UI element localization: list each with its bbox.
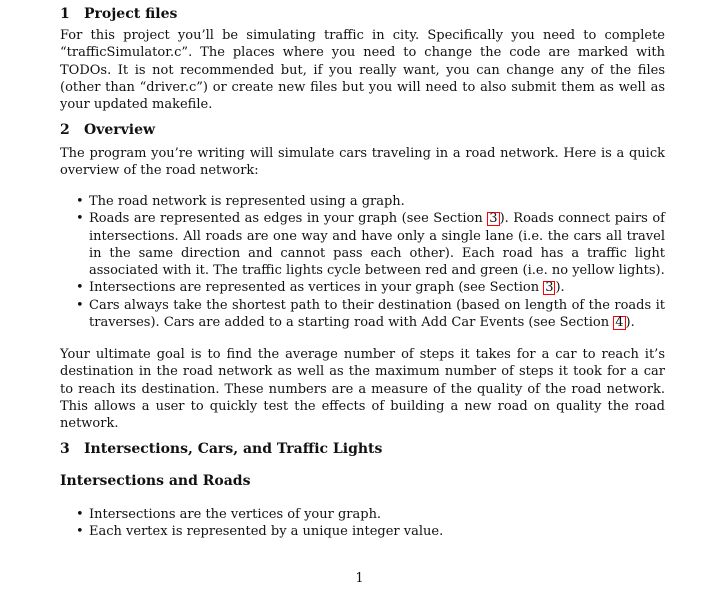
bullet-text: Intersections are the vertices of your graph. [89, 507, 382, 522]
list-item [89, 297, 665, 332]
section-reference-link[interactable]: 4 [615, 315, 624, 331]
bullet-text-before: Roads are represented as edges in your graph (see Section [89, 211, 488, 227]
list-item [89, 523, 665, 540]
bullet-text-after: ). [555, 280, 565, 296]
overview-bullet-list [60, 193, 665, 331]
section-2-closing: Your ultimate goal is to find the average number of steps it takes for a car to reach it’s destination in the road network as well as the maximum number of steps it took for a car to reach its destination. These numbers are a measure of the quality of the road network. This allows a user to quickly test the effects of building a new road on quality the road network. [60, 347, 665, 432]
section-reference-link[interactable]: 3 [489, 211, 498, 227]
section-number: 1 [60, 6, 70, 22]
section-title: Overview [84, 122, 156, 138]
section-title: Intersections, Cars, and Traffic Lights [84, 441, 383, 457]
bullet-text-after: ). Roads connect pairs of intersections. All roads are one way and have only a single lane (i.e. the cars all travel in the same direction and cannot pass each other). Each road has a traffic light associated with it. The traffic lights cycle between red and green (i.e. no yellow lights). [89, 211, 665, 279]
list-item [89, 279, 665, 296]
section-title: Project files [84, 6, 178, 22]
bullet-text: Each vertex is represented by a unique integer value. [89, 524, 444, 540]
section-2-intro: The program you’re writing will simulate cars traveling in a road network. Here is a quick overview of the road network: [60, 146, 665, 179]
list-item [89, 193, 665, 210]
section-2-heading [60, 122, 155, 138]
page-number: 1 [355, 571, 364, 586]
section-number: 3 [60, 441, 70, 457]
bullet-text: The road network is represented using a graph. [89, 194, 405, 209]
section-number: 2 [60, 122, 70, 138]
subsection-heading: Intersections and Roads [60, 473, 251, 489]
section-3-heading [60, 441, 382, 457]
bullet-text-before: Intersections are represented as vertices in your graph (see Section [89, 280, 544, 296]
bullet-text-after: ). [625, 315, 635, 331]
section-1-paragraph: For this project you’ll be simulating traffic in city. Specifically you need to complete “trafficSimulator.c”. The places where you need to change the code are marked with TODOs. It is not recommended but, if you really want, you can change any of the files (other than “driver.c”) or create new files but you will need to also submit them as well as your updated makefile. [60, 28, 665, 113]
list-item [89, 506, 665, 523]
list-item [89, 210, 665, 279]
bullet-text-before: Cars always take the shortest path to their destination (based on length of the roads it traverses). Cars are added to a starting road with Add Car Events (see Section [89, 297, 665, 331]
section-reference-link[interactable]: 3 [545, 280, 554, 296]
section-1-heading [60, 6, 177, 22]
intersections-bullet-list [60, 506, 665, 541]
